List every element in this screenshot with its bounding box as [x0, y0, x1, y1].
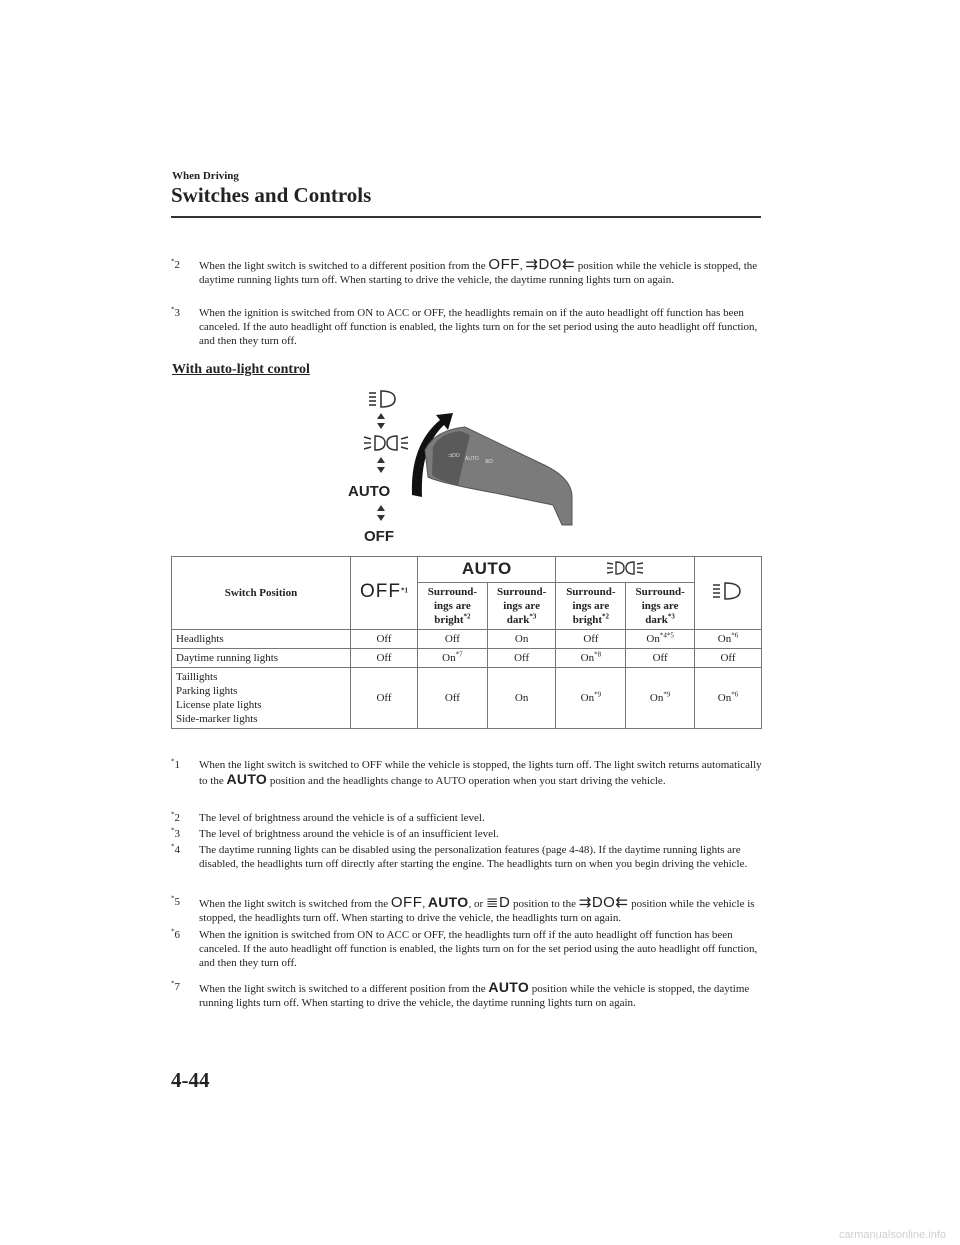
- watermark: carmanualsonline.info: [838, 1229, 946, 1241]
- header-auto: [418, 557, 556, 583]
- table-row-headlights: Headlights Off Off On Off $On^{*4*5}$ On$^{*6}$: [172, 630, 762, 649]
- headlight-on-icon: [369, 391, 395, 407]
- light-switch-diagram: [340, 385, 585, 545]
- parking-light-icon: [364, 436, 408, 450]
- parking-light-icon: ⇉DO⇇: [578, 894, 629, 911]
- sub-bright-parking: Surround-ings are bright$^{*2}$: [556, 583, 626, 630]
- section-label: When Driving: [172, 170, 239, 182]
- note-2: *2 The level of brightness around the vehicle is of a sufficient level.: [171, 810, 485, 824]
- auto-icon: AUTO: [488, 979, 530, 995]
- diagram-label-off: OFF: [364, 528, 394, 545]
- headlight-on-icon: ≣D: [485, 894, 511, 911]
- auto-icon: AUTO: [461, 558, 512, 578]
- table-row-taillights: Taillights Parking lights License plate lights Side-marker lights Off Off On On$^{*9}$ On$^{*9}$ On$^{*6}$: [172, 668, 762, 729]
- parking-light-icon: ⇉DO⇇: [525, 256, 576, 273]
- sub-bright-auto: Surround-ings are bright$^{*2}$: [418, 583, 488, 630]
- svg-text:≣D: ≣D: [485, 459, 493, 465]
- subheading-auto-light: With auto-light control: [172, 362, 310, 377]
- switch-position-table: [171, 556, 762, 729]
- table-row-daytime-running-lights: Daytime running lights Off On$^{*7}$ Off On$^{*8}$ Off Off: [172, 649, 762, 668]
- svg-text:AUTO: AUTO: [465, 456, 479, 462]
- svg-text:⇉DO: ⇉DO: [448, 453, 460, 459]
- note-7: *7 When the light switch is switched to a different position from the AUTO position while the vehicle is stopped, the daytime running lights turn off. When starting to drive the vehicle, the daytime running lights turn on again.: [171, 979, 750, 1009]
- header-switch-position: Switch Position: [172, 557, 351, 630]
- parking-light-icon: [606, 560, 644, 576]
- sub-dark-auto: Surround-ings are dark$^{*3}$: [487, 583, 556, 630]
- note-5: *5 When the light switch is switched from the OFF, AUTO, or ≣D position to the ⇉DO⇇ position while the vehicle is stopped, the headlights turn off. When starting to drive the vehicle, the headlights turn on again.: [171, 894, 755, 924]
- title-divider: [171, 216, 761, 218]
- note-3-top: *3 When the ignition is switched from ON to ACC or OFF, the headlights remain on if the auto headlight off function has been canceled. If the auto headlight off function is enabled, the lights turn on for the set period using the auto headlight off function, and then they turn off.: [171, 305, 758, 347]
- off-symbol: OFF: [488, 256, 520, 273]
- headlight-on-icon: [712, 582, 744, 600]
- up-down-arrow-icon: [377, 413, 385, 429]
- header-headlight-on: [695, 557, 762, 630]
- note-1: *1 When the light switch is switched to OFF while the vehicle is stopped, the lights turn off. The light switch returns automatically to the AUTO position and the headlights change to AUTO operation when you start driving the vehicle.: [171, 757, 762, 787]
- header-off: OFF$^{*1}$: [351, 557, 418, 630]
- page-title: Switches and Controls: [171, 183, 372, 207]
- auto-icon: AUTO: [427, 894, 469, 910]
- page-number: 4-44: [171, 1068, 210, 1092]
- header-parking: [556, 557, 695, 583]
- note-4: *4 The daytime running lights can be disabled using the personalization features (page 4-48). If the daytime running lights are disabled, the headlights turn off directly after starting the engine. The headlights turn on when you begin driving the vehicle.: [171, 842, 748, 870]
- auto-icon: AUTO: [226, 771, 268, 787]
- note-6: *6 When the ignition is switched from ON to ACC or OFF, the headlights turn off if the auto headlight off function has been canceled. If the auto headlight off function is enabled, the lights turn on for the set period using the auto headlight off function, and then they turn off.: [171, 927, 758, 969]
- note-3: *3 The level of brightness around the vehicle is of an insufficient level.: [171, 826, 499, 840]
- off-symbol: OFF: [390, 894, 423, 911]
- note-2-top: *2 When the light switch is switched to a different position from the OFF, ⇉DO⇇ position while the vehicle is stopped, the daytime running lights turn off. When starting to drive the vehicle, the daytime running lights turn on again.: [171, 256, 758, 286]
- sub-dark-parking: Surround-ings are dark$^{*3}$: [626, 583, 695, 630]
- diagram-label-auto: AUTO: [348, 483, 391, 500]
